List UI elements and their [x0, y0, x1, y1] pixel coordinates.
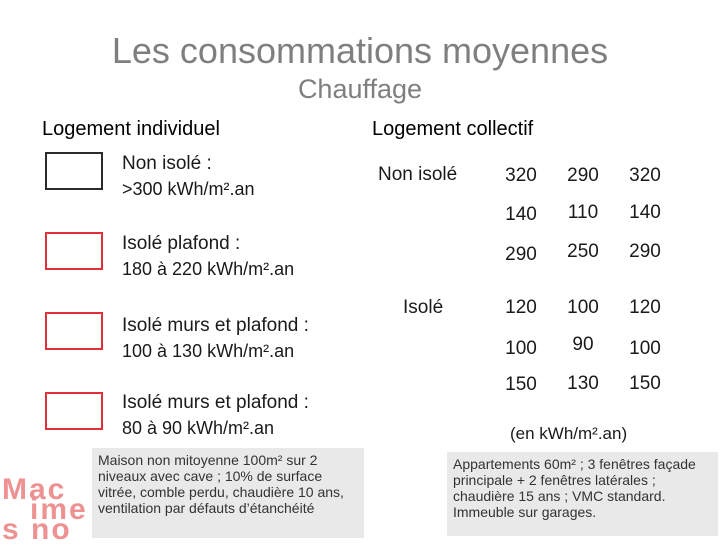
page-subtitle: Chauffage: [297, 74, 423, 104]
watermark-logo: Mac ime s no: [2, 473, 88, 546]
individuel-label: Isolé plafond :: [122, 233, 241, 254]
table-cell: 90: [572, 334, 594, 355]
individuel-value: >300 kWh/m².an: [122, 179, 255, 199]
table-cell: 120: [629, 297, 661, 318]
table-cell: 140: [505, 204, 537, 225]
table-cell: 320: [629, 165, 661, 186]
table-cell: 100: [629, 338, 661, 359]
table-cell: 130: [567, 373, 599, 394]
table-cell: 150: [505, 374, 537, 395]
legend-box-isole-murs-plafond: [45, 312, 103, 350]
collectif-heading: Logement collectif: [372, 118, 534, 140]
page-title: Les consommations moyennes: [111, 30, 609, 71]
individuel-label: Isolé murs et plafond :: [122, 392, 309, 413]
legend-box-isole-murs-plafond-2: [45, 392, 103, 430]
table-cell: 100: [505, 338, 537, 359]
table-cell: 140: [629, 202, 661, 223]
individuel-heading: Logement individuel: [42, 118, 220, 140]
individuel-label: Isolé murs et plafond :: [122, 315, 309, 336]
individuel-value: 180 à 220 kWh/m².an: [122, 259, 295, 279]
individuel-value: 100 à 130 kWh/m².an: [122, 341, 295, 361]
legend-box-isole-plafond: [45, 232, 103, 270]
table-cell: 290: [567, 165, 599, 186]
legend-box-non-isole: [45, 152, 103, 190]
table-cell: 100: [567, 297, 599, 318]
table-cell: 250: [567, 241, 599, 262]
collectif-note: Appartements 60m² ; 3 fenêtres façade principale + 2 fenêtres latérales ; chaudière 15 ans ; VMC standard. Immeuble sur garages.: [447, 452, 718, 536]
individuel-value: 80 à 90 kWh/m².an: [122, 418, 275, 438]
table-cell: 110: [567, 202, 599, 223]
table-cell: 290: [629, 241, 661, 262]
table-cell: 290: [505, 244, 537, 265]
group-label-non-isole: Non isolé: [378, 164, 458, 185]
table-cell: 150: [629, 373, 661, 394]
group-label-isole: Isolé: [403, 297, 444, 318]
unit-label: (en kWh/m².an): [510, 424, 628, 443]
individuel-note: Maison non mitoyenne 100m² sur 2 niveaux avec cave ; 10% de surface vitrée, comble perdu, chaudière 10 ans, ventilation par défauts d’étanchéité: [92, 448, 364, 538]
table-cell: 320: [505, 165, 537, 186]
individuel-label: Non isolé :: [122, 153, 212, 174]
table-cell: 120: [505, 297, 537, 318]
